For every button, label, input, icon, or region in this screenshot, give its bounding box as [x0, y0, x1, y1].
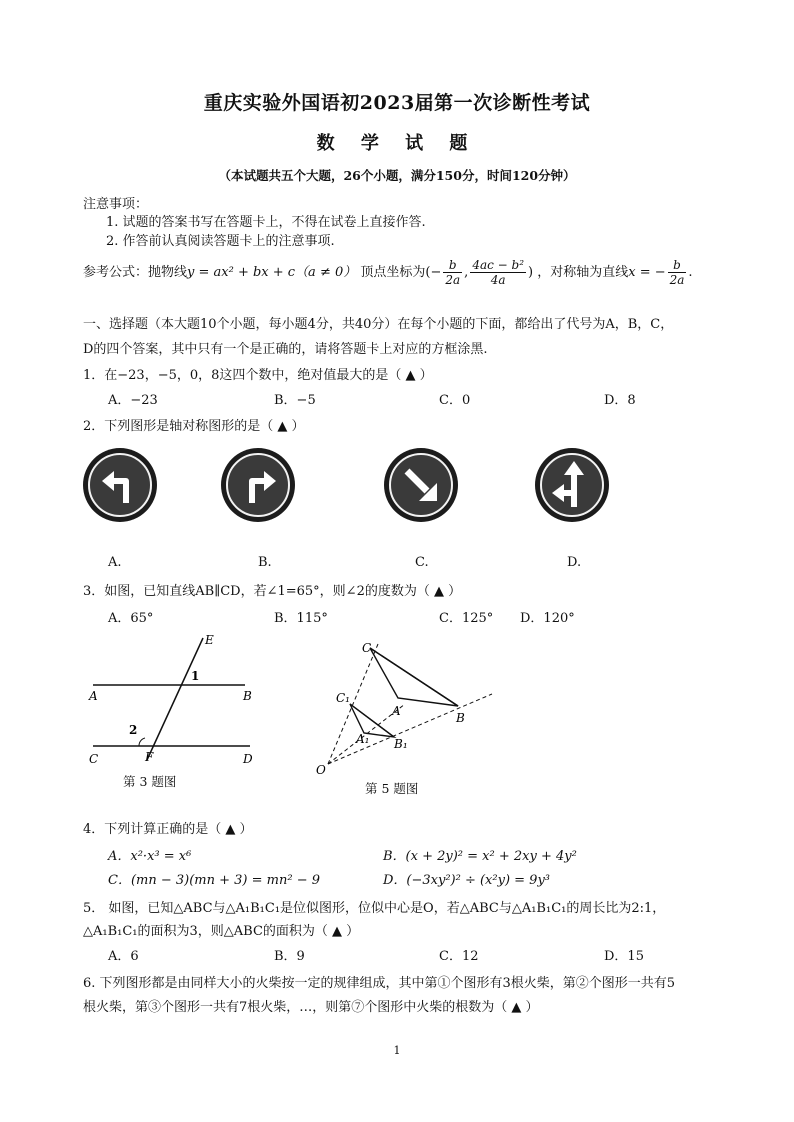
q5-line2: △A₁B₁C₁的面积为3，则△ABC的面积为（ ▲ ）	[83, 924, 360, 939]
section1-line2: D的四个答案，其中只有一个是正确的，请将答题卡上对应的方框涂黑.	[83, 342, 488, 357]
point-e: E	[205, 633, 214, 647]
point-a: A	[89, 689, 98, 703]
q4-option-a: A．x²·x³ = x⁶	[108, 849, 192, 864]
formula-equation: y = ax² + bx + c（a ≠ 0）	[187, 265, 357, 280]
q5-caption: 第 5 题图	[365, 781, 419, 796]
q3-figure	[85, 630, 265, 770]
formula-axis-text: ，对称轴为直线	[537, 265, 629, 280]
q5-option-c: C．12	[439, 949, 479, 964]
q3-option-b: B．115°	[274, 611, 328, 626]
q3-caption: 第 3 题图	[123, 774, 177, 789]
q1-stem: 1．在−23，−5，0，8这四个数中，绝对值最大的是（ ▲ ）	[83, 368, 433, 383]
point-b-big: B	[456, 711, 465, 725]
q3-option-c: C．125°	[439, 611, 494, 626]
point-d: D	[243, 752, 253, 766]
q1-option-a: A．−23	[108, 393, 158, 408]
section1-line1: 一、选择题（本大题10个小题，每小题4分，共40分）在每个小题的下面，都给出了代号为A，B，C，	[83, 317, 674, 332]
q5-option-d: D．15	[604, 949, 644, 964]
q4-stem: 4．下列计算正确的是（ ▲ ）	[83, 822, 253, 837]
q1-option-c: C．0	[439, 393, 471, 408]
q5-line1: 5． 如图，已知△ABC与△A₁B₁C₁是位似图形，位似中心是O，若△ABC与△A₁B₁C₁的周长比为2:1，	[83, 901, 666, 916]
diagonal-arrow-sign-icon	[383, 447, 459, 523]
q2-label-d: D.	[567, 555, 582, 570]
q4-option-b: B．(x + 2y)² = x² + 2xy + 4y²	[383, 849, 577, 864]
q6-line1: 6. 下列图形都是由同样大小的火柴按一定的规律组成，其中第①个图形有3根火柴，第②个图形一共有5	[83, 976, 676, 991]
q2-stem: 2．下列图形是轴对称图形的是（ ▲ ）	[83, 419, 305, 434]
q3-option-a: A．65°	[108, 611, 154, 626]
note-item-2: 2. 作答前认真阅读答题卡上的注意事项.	[106, 234, 335, 249]
notes-heading: 注意事项：	[83, 197, 149, 212]
q5-option-a: A．6	[108, 949, 139, 964]
exam-subtitle: 数 学 试 题	[316, 133, 478, 154]
formula-vertex-text: 顶点坐标为	[360, 265, 426, 280]
point-c: C	[89, 752, 99, 766]
q3-stem: 3．如图，已知直线AB∥CD，若∠1=65°，则∠2的度数为（ ▲ ）	[83, 584, 462, 599]
q4-option-c: C．(mn − 3)(mn + 3) = mn² − 9	[108, 873, 320, 888]
point-a-big: A	[392, 704, 401, 718]
q1-option-d: D．8	[604, 393, 636, 408]
point-c-big: C	[362, 641, 372, 655]
vertex-y-fraction: $\frac{\text{4ac − b²}}{4a}$	[472, 258, 524, 287]
point-b: B	[243, 689, 252, 703]
point-b1: B₁	[394, 737, 408, 751]
vertex-x-fraction: $\frac{b}{2a}$	[445, 258, 461, 287]
q1-option-b: B．−5	[274, 393, 316, 408]
straight-or-left-sign-icon	[534, 447, 610, 523]
page-number: 1	[393, 1044, 401, 1057]
angle-1: 1	[191, 669, 200, 683]
axis-fraction: $\frac{b}{2a}$	[669, 258, 685, 287]
q5-figure	[310, 636, 500, 781]
exam-title: 重庆实验外国语初2023届第一次诊断性考试	[203, 92, 591, 114]
right-turn-sign-icon	[220, 447, 296, 523]
q2-label-c: C.	[415, 555, 429, 570]
q4-option-d: D．(−3xy²)² ÷ (x²y) = 9y³	[383, 873, 551, 888]
q2-label-b: B.	[258, 555, 272, 570]
q2-label-a: A.	[108, 555, 122, 570]
q6-line2: 根火柴，第③个图形一共有7根火柴，…，则第⑦个图形中火柴的根数为（ ▲ ）	[83, 1000, 539, 1015]
point-c1: C₁	[336, 691, 350, 705]
point-o: O	[316, 763, 326, 777]
formula-axis-eq: x = −	[628, 265, 666, 280]
point-a1: A₁	[356, 732, 370, 746]
q5-option-b: B．9	[274, 949, 305, 964]
note-item-1: 1. 试题的答案书写在答题卡上，不得在试卷上直接作答.	[106, 215, 426, 230]
exam-info: （本试题共五个大题，26个小题，满分150分，时间120分钟）	[218, 168, 576, 183]
left-turn-sign-icon	[82, 447, 158, 523]
point-f: F	[145, 750, 154, 764]
formula-lead: 参考公式：抛物线	[83, 265, 188, 280]
q3-option-d: D．120°	[520, 611, 575, 626]
angle-2: 2	[129, 723, 138, 737]
reference-formula: 参考公式：抛物线y = ax² + bx + c（a ≠ 0） 顶点坐标为(− $\frac{b}{2a}$ , $\frac{\text{4ac − b²}}{4a}$ ) ，对称轴为直线x = − $\frac{b}{2a}$ .	[83, 258, 693, 287]
